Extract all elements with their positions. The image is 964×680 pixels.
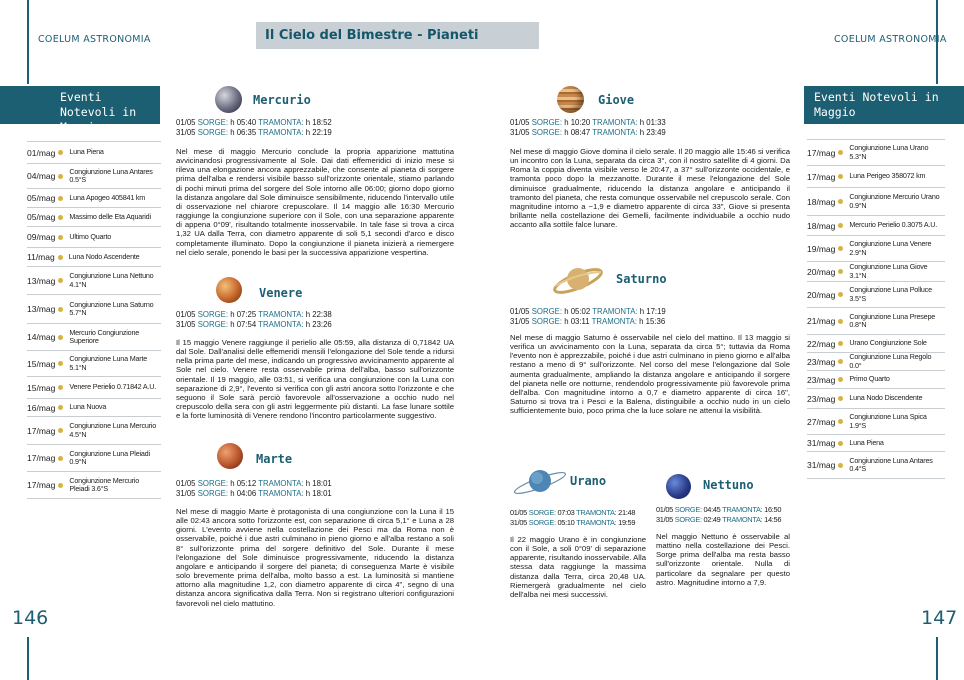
date-label: 31/05 [176,319,196,329]
event-date: 18/mag [807,196,836,207]
date-label: 31/05 [510,127,530,137]
set-time: 16:50 [764,505,782,514]
bullet-icon [838,377,843,382]
set-label: TRAMONTA: [258,118,304,127]
saturno-times [510,307,666,326]
event-text: Mercurio Congiunzione Superiore [69,327,140,345]
event-row [807,353,945,371]
times-line [176,320,332,330]
times-line [510,518,635,528]
set-time: 14:56 [764,514,782,524]
brand-right: COELUM ASTRONOMIA [834,34,947,45]
set-time: h 18:01 [305,479,332,488]
nettuno-times [656,505,781,524]
bullet-icon [838,174,843,179]
event-row [807,409,945,435]
event-date: 17/mag [807,171,836,182]
event-row [807,435,945,452]
marte-times [176,479,332,498]
bullet-icon [838,359,843,364]
times-line [510,118,666,128]
event-date: 20/mag [807,266,836,277]
rise-time: h 05:12 [230,479,257,488]
event-row [807,262,945,282]
set-time: h 01:33 [639,118,666,127]
times-line [176,489,332,499]
event-row [27,399,161,417]
event-row [807,216,945,236]
set-label: TRAMONTA: [258,127,304,137]
rise-time: h 07:54 [230,319,257,329]
rise-time: h 05:02 [564,307,591,316]
events-heading-left [0,86,160,134]
bullet-icon [58,174,63,179]
event-text: Congiunzione Luna Regolo 0.0° [849,352,932,370]
event-text: Congiunzione Luna Antares 0.5°S [69,166,153,184]
event-row [27,248,161,267]
neptune-planet-icon [666,474,691,499]
event-row [807,389,945,409]
event-date: 05/mag [27,212,56,222]
set-time: h 23:26 [305,319,332,329]
set-label: TRAMONTA: [722,505,763,514]
event-date: 23/mag [807,374,836,385]
date-label: 31/05 [176,127,196,137]
set-time: h 17:19 [639,307,666,316]
event-row [807,335,945,353]
set-label: TRAMONTA: [258,319,304,329]
rise-time: 05:10 [557,517,575,527]
event-text: Congiunzione Luna Nettuno 4.1°N [69,271,154,289]
rise-label: SORGE: [197,310,229,319]
set-label: TRAMONTA: [576,508,617,517]
events-heading-right-line1: Eventi Notevoli in [814,90,939,104]
date-label: 01/05 [176,479,196,488]
date-label: 31/05 [656,514,673,524]
events-heading-left-line2: Maggio [60,120,102,134]
event-date: 21/mag [807,316,836,326]
event-row [807,166,945,188]
event-date: 15/mag [27,358,56,369]
event-text: Mercurio Perielio 0.3075 A.U. [849,220,938,230]
event-text: Luna Piena [849,437,884,447]
left-rule-top [27,0,29,84]
event-text: Congiunzione Luna Spica 1.9°S [849,412,927,430]
event-row [807,188,945,216]
bullet-icon [838,269,843,274]
rise-label: SORGE: [531,118,563,127]
rise-time: 07:03 [557,508,575,517]
page-number-left: 146 [12,607,49,629]
times-line [176,310,332,320]
events-heading-left-line1: Eventi Notevoli in [60,90,137,119]
event-text: Congiunzione Luna Presepe 0.8°N [849,311,936,329]
date-label: 01/05 [510,118,530,127]
bullet-icon [58,255,63,260]
event-row [27,208,161,227]
bullet-icon [58,278,63,283]
event-text: Luna Nodo Discendente [849,393,923,403]
rise-label: SORGE: [197,127,229,137]
rise-label: SORGE: [531,127,563,137]
event-date: 18/mag [807,220,836,231]
bullet-icon [58,428,63,433]
bullet-icon [58,150,63,155]
rise-time: h 05:40 [230,118,257,127]
set-label: TRAMONTA: [592,127,638,137]
date-label: 01/05 [176,310,196,319]
set-time: h 22:38 [305,310,332,319]
giove-times [510,118,666,137]
event-date: 15/mag [27,382,56,393]
bullet-icon [58,483,63,488]
date-label: 31/05 [176,488,196,498]
event-row [807,308,945,335]
event-date: 31/mag [807,438,836,448]
bullet-icon [838,463,843,468]
event-row [807,371,945,389]
set-label: TRAMONTA: [576,517,617,527]
mercurio-heading: Mercurio [253,93,311,107]
event-date: 11/mag [27,252,55,262]
date-label: 31/05 [510,517,527,527]
event-text: Congiunzione Luna Urano 5.3°N [849,143,929,161]
uranus-planet-icon [512,465,568,501]
set-label: TRAMONTA: [258,479,304,488]
event-text: Congiunzione Mercurio Urano 0.9°N [849,192,940,210]
event-date: 13/mag [27,275,56,286]
event-text: Congiunzione Luna Antares 0.4°S [849,455,933,473]
event-row [27,189,161,208]
event-text: Congiunzione Luna Saturno 5.7°N [69,299,154,317]
event-date: 09/mag [27,232,56,242]
marte-text: Nel mese di maggio Marte è protagonista di una congiunzione con la Luna il 15 alle 02:43 ancora sotto l'orizzonte est, con separazione di circa 5,1° e Luna a 28 giorni. L'evento avviene nella costellazione dei Pesci ma da Roma non è osservabile, poiché i due astri culminano in pieno giorno e all'alba restano a soli 8° sull'orizzonte prima del sorgere definitivo del Sole. Durante il mese l'elongazione del Sole diminuisce progressivamente, riducendo la distanza angolare e anticipando il sorgere del pianeta; di conseguenza Marte è visibile solo brevemente prima dell'alba, molto basso a est. La luminosità si mantiene attorno alla magnitudine 1,2, con diametro apparente di circa 4", segno di una distanza ancora significativa dalla Terra. Non si registrano ulteriori configurazioni favorevoli nel cielo mattutino. [176,507,454,608]
events-list-left [27,141,161,499]
rise-label: SORGE: [197,319,229,329]
times-line [176,479,332,489]
event-row [807,452,945,479]
event-date: 14/mag [27,332,56,342]
bullet-icon [838,396,843,401]
bullet-icon [58,196,63,201]
venere-times [176,310,332,329]
rise-time: 02:49 [703,514,721,524]
venus-planet-icon [216,277,242,303]
bullet-icon [838,419,843,424]
event-row [27,142,161,164]
events-list-right [807,139,945,479]
event-text: Luna Nuova [69,402,107,412]
set-label: TRAMONTA: [591,316,637,326]
bullet-icon [58,385,63,390]
rise-label: SORGE: [674,505,702,514]
bullet-icon [838,246,843,251]
event-date: 05/mag [27,193,56,203]
event-date: 04/mag [27,171,56,181]
mercury-planet-icon [215,86,242,113]
bullet-icon [838,223,843,228]
event-row [27,377,161,399]
date-label: 01/05 [510,307,530,316]
event-row [27,267,161,295]
date-label: 31/05 [510,316,530,326]
event-text: Congiunzione Luna Mercurio 4.5°N [69,421,157,439]
set-time: h 23:49 [639,127,666,137]
right-rule-bottom [936,637,938,680]
set-label: TRAMONTA: [722,514,763,524]
urano-heading: Urano [570,474,607,488]
times-line [656,515,781,525]
saturno-heading: Saturno [616,272,667,286]
page-number-right: 147 [921,607,958,629]
saturno-text: Nel mese di maggio Saturno è osservabile nel cielo del mattino. Il 13 maggio si verifica un avvicinamento con la Luna, separata da circa 5°; tuttavia da Roma l'evento non è apprezzabile, poiché i due astri culminano in pieno giorno e all'alba restano a meno di 9° sull'orizzonte. Nel corso del mese l'elongazione dal Sole aumenta gradualmente, ampliando la distanza angolare e anticipando il sorgere del pianeta nelle ore notturne, rendendolo progressivamente più favorevole prima dell'alba. Con magnitudine intorno a 0,7 e diametro apparente di circa 16", Saturno si trova tra i Pesci e la Balena, distinguibile a occhio nudo in un cielo sufficientemente buio, poco prima che la luce solare ne attenui la visibilità. [510,333,790,416]
page-title-box [256,22,539,49]
bullet-icon [838,441,843,446]
event-date: 22/mag [807,338,836,349]
giove-heading: Giove [598,93,635,107]
jupiter-planet-icon [557,86,584,113]
event-date: 19/mag [807,243,836,254]
marte-heading: Marte [256,452,293,466]
set-time: h 22:19 [305,127,332,137]
event-date: 17/mag [27,480,56,490]
event-date: 27/mag [807,416,836,427]
rise-label: SORGE: [531,316,563,326]
set-label: TRAMONTA: [592,307,638,316]
events-heading-right [804,86,964,124]
giove-text: Nel mese di maggio Giove domina il cielo serale. Il 20 maggio alle 15:46 si verifica un incontro con la Luna, separata da circa 3°, con il nostro satellite di 4 giorni. Da Roma la coppia diventa visibile verso le 20:47, a 37° sull'orizzonte occidentale, e tramonta poco dopo la mezzanotte. Durante il mese l'elongazione del Sole diminuisce gradualmente, riducendo la distanza angolare e anticipando il tramonto del pianeta, che resta comunque osservabile nel crepuscolo serale. Con magnitudine intorno a −1,9 e diametro apparente di circa 33", Giove si presenta brillante nella costellazione dei Gemelli, facilmente individuabile a occhio nudo accanto alla sottile falce lunare. [510,147,790,230]
set-time: h 18:52 [305,118,332,127]
event-text: Congiunzione Luna Pleiadi 0.9°N [69,448,150,466]
event-text: Congiunzione Luna Venere 2.9°N [849,239,932,257]
rise-label: SORGE: [674,514,702,524]
set-label: TRAMONTA: [258,488,304,498]
bullet-icon [58,405,63,410]
event-date: 17/mag [27,453,56,463]
bullet-icon [838,319,843,324]
rise-time: h 04:06 [230,488,257,498]
times-line [176,118,332,128]
event-text: Massimo delle Eta Aquaridi [69,211,151,221]
event-row [807,140,945,166]
event-row [27,227,161,248]
nettuno-heading: Nettuno [703,478,754,492]
bullet-icon [58,361,63,366]
bullet-icon [58,307,63,312]
bullet-icon [58,215,63,220]
event-text: Congiunzione Luna Giove 3.1°N [849,262,928,280]
times-line [176,128,332,138]
rise-label: SORGE: [197,488,229,498]
event-text: Ultimo Quarto [69,231,112,241]
rise-time: 04:45 [703,505,721,514]
set-time: 19:59 [618,517,636,527]
set-time: h 15:36 [639,316,666,326]
mercurio-text: Nel mese di maggio Mercurio conclude la propria apparizione mattutina avvicinandosi progressivamente al Sole. Dai dati effemeridici di inizio mese si rileva una elongazione ancora apprezzabile, che consente al pianeta di sorgere prima dell'alba e rendersi visibile basso sull'orizzonte orientale, stiamo parlando di pochi minuti prima del sorgere del Sole intorno alle 06:00; giorno dopo giorno la distanza angolare dal Sole diminuisce sensibilmente, riducendo l'intervallo utile di osservazione nel chiarore crepuscolare. Il 14 maggio alle 16:30 Mercurio raggiunge la congiunzione superiore con il Sole, con una separazione apparente di appena 0°09', risultando totalmente inosservabile. In tale fase si trova a circa 1,32 UA dalla Terra, con diametro apparente di soli 5,1 secondi d'arco e disco completamente illuminato. Dopo la congiunzione il pianeta inizierà a riemergere nel cielo serale, ponendo le basi per la successiva apparizione vespertina. [176,147,454,257]
date-label: 01/05 [510,508,527,517]
mercurio-times [176,118,332,137]
urano-text: Il 22 maggio Urano è in congiunzione con il Sole, a soli 0°09' di separazione apparente, risultando inosservabile. Alla stessa data raggiunge la massima distanza dalla Terra, circa 20,48 UA. Riemergerà gradualmente nel cielo dell'alba nei mesi successivi. [510,535,646,599]
event-text: Congiunzione Luna Polluce 3.5°S [849,285,932,303]
rise-time: h 10:20 [564,118,591,127]
event-text: Luna Perigeo 358072 km [849,171,926,181]
events-heading-right-line2: Maggio [814,105,856,119]
event-row [27,324,161,351]
bullet-icon [838,150,843,155]
rise-time: h 07:25 [230,310,257,319]
bullet-icon [838,292,843,297]
rise-label: SORGE: [528,517,556,527]
set-time: 21:48 [618,508,636,517]
page-title: Il Cielo del Bimestre - Pianeti [265,28,479,43]
event-text: Primo Quarto [849,374,890,384]
event-date: 01/mag [27,147,56,158]
event-row [807,236,945,262]
bullet-icon [838,199,843,204]
set-label: TRAMONTA: [592,118,638,127]
event-row [27,417,161,445]
event-row [27,295,161,324]
date-label: 01/05 [656,505,673,514]
left-rule-bottom [27,637,29,680]
rise-label: SORGE: [528,508,556,517]
rise-time: h 06:35 [230,127,257,137]
event-date: 13/mag [27,304,56,314]
nettuno-text: Nel maggio Nettuno è osservabile al mattino nella costellazione dei Pesci. Sorge prima dell'alba ma resta basso sull'orizzonte orientale. Nulla di particolare da segnalare per questo astro. Magnitudine intorno a 7,9. [656,532,790,587]
event-row [27,351,161,377]
venere-text: Il 15 maggio Venere raggiunge il perielio alle 05:59, alla distanza di 0,71842 UA dal Sole. Dall'analisi delle effemeridi mensili l'elongazione del Sole tende a ridursi nella prima parte del mese, indicando un progressivo avvicinamento apparente al Sole nel cielo. Venere resta osservabile prima dell'alba, basso sull'orizzonte orientale. Il 19 maggio, alle 03:51, si verifica una congiunzione con la Luna con separazione di 2,9°, l'evento si verifica con gli astri ancora sotto l'orizzonte e che seguono il Sole sarà perciò favorevole all'osservazione a occhio nudo nel crepuscolo della sera con gli astri leggermente più distanti. La fase lunare sottile e la forte luminosità di Venere rendono l'incontro particolarmente suggestivo. [176,338,454,421]
times-line [510,317,666,327]
bullet-icon [58,456,63,461]
event-date: 23/mag [807,356,836,367]
event-row [27,445,161,472]
event-text: Urano Congiunzione Sole [849,338,927,348]
event-text: Congiunzione Mercurio Pleiadi 3.6°S [69,475,140,493]
event-row [27,164,161,189]
event-date: 20/mag [807,289,836,300]
mars-planet-icon [217,443,243,469]
brand-left: COELUM ASTRONOMIA [38,34,151,45]
event-date: 17/mag [807,147,836,158]
saturn-planet-icon [552,259,604,299]
rise-label: SORGE: [531,307,563,316]
event-text: Luna Nodo Ascendente [68,251,140,261]
venere-heading: Venere [259,286,303,300]
event-date: 17/mag [27,425,56,436]
event-date: 31/mag [807,460,836,470]
set-label: TRAMONTA: [258,310,304,319]
event-text: Congiunzione Luna Marte 5.1°N [69,354,148,372]
date-label: 01/05 [176,118,196,127]
event-date: 16/mag [27,402,56,413]
event-row [807,282,945,308]
event-text: Venere Perielio 0.71842 A.U. [69,382,157,392]
set-time: h 18:01 [305,488,332,498]
event-row [27,472,161,499]
bullet-icon [58,235,63,240]
bullet-icon [838,341,843,346]
rise-label: SORGE: [197,479,229,488]
bullet-icon [58,335,63,340]
times-line [656,505,781,515]
rise-time: h 03:11 [564,316,590,326]
event-text: Luna Piena [69,147,104,157]
times-line [510,508,635,518]
event-text: Luna Apogeo 405841 km [69,192,146,202]
event-date: 23/mag [807,393,836,404]
rise-label: SORGE: [197,118,229,127]
times-line [510,307,666,317]
urano-times [510,508,635,527]
rise-time: h 08:47 [564,127,591,137]
times-line [510,128,666,138]
